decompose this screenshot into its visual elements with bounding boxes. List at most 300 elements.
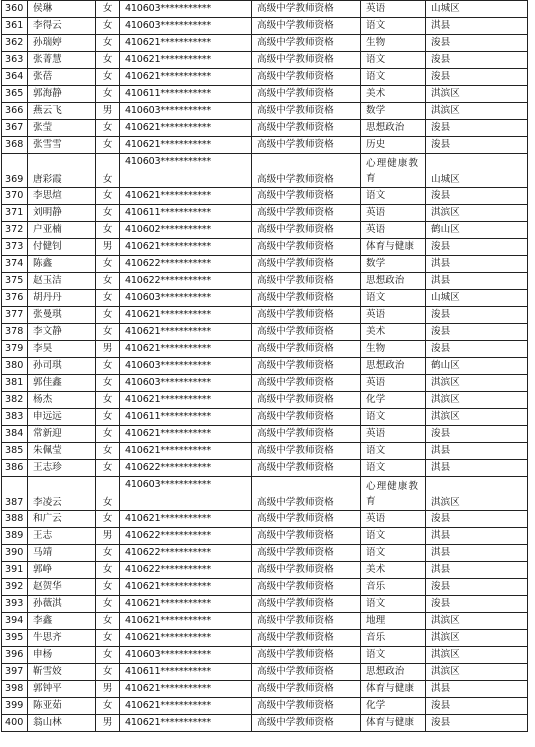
id-number-masked: 410603***********: [120, 375, 252, 392]
applicant-name: 常新迎: [28, 426, 96, 443]
row-number: 383: [2, 409, 28, 426]
gender-cell: 女: [96, 188, 120, 205]
id-number-masked: 410621***********: [120, 188, 252, 205]
region-cell: 浚县: [426, 596, 528, 613]
subject-cell: 语文: [361, 409, 426, 426]
table-row: [2, 664, 528, 681]
id-number-masked: 410621***********: [120, 426, 252, 443]
gender-cell: 女: [96, 664, 120, 681]
row-number: 367: [2, 120, 28, 137]
applicant-name: 郭钟平: [28, 681, 96, 698]
table-row: [2, 307, 528, 324]
id-number-masked: 410621***********: [120, 137, 252, 154]
subject-cell: 语文: [361, 69, 426, 86]
subject-cell: 数学: [361, 256, 426, 273]
table-row: [2, 562, 528, 579]
subject-cell: 生物: [361, 341, 426, 358]
region-cell: 浚县: [426, 120, 528, 137]
table-row: [2, 681, 528, 698]
table-row: [2, 35, 528, 52]
table-row: [2, 120, 528, 137]
qualification-type: 高级中学教师资格: [252, 239, 361, 256]
gender-cell: 女: [96, 613, 120, 630]
table-body: [2, 1, 528, 732]
id-number-masked: 410621***********: [120, 579, 252, 596]
subject-cell: 英语: [361, 222, 426, 239]
applicant-name: 李思煊: [28, 188, 96, 205]
id-number-masked: 410603***********: [120, 1, 252, 18]
applicant-name: 和广云: [28, 511, 96, 528]
table-row: [2, 290, 528, 307]
row-number: 363: [2, 52, 28, 69]
region-cell: 淇县: [426, 528, 528, 545]
row-number: 385: [2, 443, 28, 460]
row-number: 384: [2, 426, 28, 443]
applicant-name: 胡丹丹: [28, 290, 96, 307]
subject-cell: 化学: [361, 392, 426, 409]
id-number-masked: 410621***********: [120, 630, 252, 647]
qualification-type: 高级中学教师资格: [252, 647, 361, 664]
subject-cell: 美术: [361, 86, 426, 103]
table-row: [2, 715, 528, 732]
subject-cell: 语文: [361, 460, 426, 477]
row-number: 381: [2, 375, 28, 392]
applicant-name: 李文静: [28, 324, 96, 341]
applicant-name: 翁山林: [28, 715, 96, 732]
region-cell: 浚县: [426, 715, 528, 732]
gender-cell: 女: [96, 630, 120, 647]
subject-cell: 英语: [361, 307, 426, 324]
applicant-name: 孙司琪: [28, 358, 96, 375]
applicant-name: 牛思齐: [28, 630, 96, 647]
table-row: [2, 239, 528, 256]
gender-cell: 女: [96, 443, 120, 460]
subject-cell: 思想政治: [361, 273, 426, 290]
id-number-masked: 410622***********: [120, 528, 252, 545]
gender-cell: 女: [96, 324, 120, 341]
table-row: [2, 358, 528, 375]
subject-cell: 生物: [361, 35, 426, 52]
gender-cell: 女: [96, 307, 120, 324]
id-number-masked: 410621***********: [120, 443, 252, 460]
row-number: 390: [2, 545, 28, 562]
region-cell: 淇县: [426, 443, 528, 460]
qualification-type: 高级中学教师资格: [252, 86, 361, 103]
applicant-name: 郭海静: [28, 86, 96, 103]
qualification-type: 高级中学教师资格: [252, 188, 361, 205]
region-cell: 浚县: [426, 324, 528, 341]
qualification-type: 高级中学教师资格: [252, 562, 361, 579]
qualification-type: 高级中学教师资格: [252, 358, 361, 375]
applicant-name: 赵贺华: [28, 579, 96, 596]
applicant-name: 李鑫: [28, 613, 96, 630]
gender-cell: 女: [96, 256, 120, 273]
applicant-name: 陈鑫: [28, 256, 96, 273]
subject-cell: 语文: [361, 188, 426, 205]
table-row: [2, 205, 528, 222]
table-row: [2, 460, 528, 477]
row-number: 400: [2, 715, 28, 732]
id-number-masked: 410621***********: [120, 715, 252, 732]
id-number-masked: 410621***********: [120, 324, 252, 341]
row-number: 394: [2, 613, 28, 630]
gender-cell: 男: [96, 341, 120, 358]
table-row: [2, 579, 528, 596]
id-number-masked: 410621***********: [120, 698, 252, 715]
table-row: [2, 596, 528, 613]
row-number: 371: [2, 205, 28, 222]
qualification-type: 高级中学教师资格: [252, 69, 361, 86]
qualification-type: 高级中学教师资格: [252, 528, 361, 545]
applicant-name: 侯琳: [28, 1, 96, 18]
applicant-name: 马靖: [28, 545, 96, 562]
qualification-type: 高级中学教师资格: [252, 511, 361, 528]
row-number: 377: [2, 307, 28, 324]
qualification-type: 高级中学教师资格: [252, 545, 361, 562]
gender-cell: 女: [96, 154, 120, 188]
region-cell: 淇滨区: [426, 375, 528, 392]
id-number-masked: 410621***********: [120, 239, 252, 256]
gender-cell: 女: [96, 392, 120, 409]
row-number: 368: [2, 137, 28, 154]
row-number: 399: [2, 698, 28, 715]
id-number-masked: 410621***********: [120, 341, 252, 358]
gender-cell: 女: [96, 698, 120, 715]
table-row: [2, 52, 528, 69]
id-number-masked: 410622***********: [120, 460, 252, 477]
row-number: 364: [2, 69, 28, 86]
subject-cell: 语文: [361, 596, 426, 613]
qualification-type: 高级中学教师资格: [252, 273, 361, 290]
row-number: 388: [2, 511, 28, 528]
applicant-name: 王志: [28, 528, 96, 545]
region-cell: 淇滨区: [426, 409, 528, 426]
table-row: [2, 528, 528, 545]
id-number-masked: 410603***********: [120, 290, 252, 307]
qualification-type: 高级中学教师资格: [252, 307, 361, 324]
qualification-type: 高级中学教师资格: [252, 698, 361, 715]
gender-cell: 女: [96, 1, 120, 18]
subject-cell: 英语: [361, 375, 426, 392]
id-number-masked: 410621***********: [120, 35, 252, 52]
subject-cell: 思想政治: [361, 664, 426, 681]
row-number: 366: [2, 103, 28, 120]
qualification-type: 高级中学教师资格: [252, 290, 361, 307]
table-row: [2, 375, 528, 392]
id-number-masked: 410621***********: [120, 511, 252, 528]
subject-cell: 英语: [361, 1, 426, 18]
applicant-name: 申远远: [28, 409, 96, 426]
applicant-name: 孙薇淇: [28, 596, 96, 613]
id-number-masked: 410611***********: [120, 205, 252, 222]
region-cell: 淇县: [426, 460, 528, 477]
subject-cell: 思想政治: [361, 120, 426, 137]
id-number-masked: 410621***********: [120, 307, 252, 324]
region-cell: 淇滨区: [426, 86, 528, 103]
qualification-type: 高级中学教师资格: [252, 681, 361, 698]
qualification-type: 高级中学教师资格: [252, 103, 361, 120]
qualification-type: 高级中学教师资格: [252, 324, 361, 341]
row-number: 386: [2, 460, 28, 477]
subject-cell: 化学: [361, 698, 426, 715]
gender-cell: 女: [96, 596, 120, 613]
table-row: [2, 698, 528, 715]
region-cell: 淇滨区: [426, 613, 528, 630]
applicant-name: 赵玉洁: [28, 273, 96, 290]
subject-cell: 语文: [361, 18, 426, 35]
id-number-masked: 410603***********: [120, 103, 252, 120]
row-number: 372: [2, 222, 28, 239]
qualification-type: 高级中学教师资格: [252, 1, 361, 18]
gender-cell: 女: [96, 205, 120, 222]
applicant-name: 刘明静: [28, 205, 96, 222]
applicant-name: 郭峥: [28, 562, 96, 579]
region-cell: 淇县: [426, 18, 528, 35]
qualification-type: 高级中学教师资格: [252, 715, 361, 732]
subject-cell: 美术: [361, 562, 426, 579]
applicant-name: 李昊: [28, 341, 96, 358]
row-number: 380: [2, 358, 28, 375]
region-cell: 浚县: [426, 426, 528, 443]
id-number-masked: 410603***********: [120, 477, 252, 511]
table-row: [2, 86, 528, 103]
gender-cell: 女: [96, 426, 120, 443]
id-number-masked: 410621***********: [120, 681, 252, 698]
table-row: [2, 103, 528, 120]
id-number-masked: 410622***********: [120, 562, 252, 579]
region-cell: 淇滨区: [426, 647, 528, 664]
applicant-name: 张菁慧: [28, 52, 96, 69]
subject-cell: 语文: [361, 443, 426, 460]
table-row: [2, 324, 528, 341]
qualification-type: 高级中学教师资格: [252, 477, 361, 511]
subject-cell: 数学: [361, 103, 426, 120]
id-number-masked: 410622***********: [120, 256, 252, 273]
gender-cell: 女: [96, 375, 120, 392]
region-cell: 淇县: [426, 681, 528, 698]
subject-cell: 语文: [361, 545, 426, 562]
row-number: 393: [2, 596, 28, 613]
region-cell: 浚县: [426, 69, 528, 86]
table-row: [2, 545, 528, 562]
gender-cell: 女: [96, 460, 120, 477]
applicant-name: 张雪雪: [28, 137, 96, 154]
id-number-masked: 410603***********: [120, 18, 252, 35]
row-number: 374: [2, 256, 28, 273]
qualification-type: 高级中学教师资格: [252, 205, 361, 222]
row-number: 396: [2, 647, 28, 664]
qualification-type: 高级中学教师资格: [252, 18, 361, 35]
applicant-name: 陈亚茹: [28, 698, 96, 715]
region-cell: 浚县: [426, 307, 528, 324]
id-number-masked: 410621***********: [120, 613, 252, 630]
subject-cell: 美术: [361, 324, 426, 341]
qualification-type: 高级中学教师资格: [252, 392, 361, 409]
teacher-qualification-table: [1, 0, 528, 732]
id-number-masked: 410621***********: [120, 596, 252, 613]
row-number: 395: [2, 630, 28, 647]
subject-cell: 语文: [361, 528, 426, 545]
subject-cell: 体育与健康: [361, 681, 426, 698]
gender-cell: 女: [96, 18, 120, 35]
qualification-type: 高级中学教师资格: [252, 120, 361, 137]
subject-cell: 历史: [361, 137, 426, 154]
id-number-masked: 410622***********: [120, 545, 252, 562]
table-row: [2, 1, 528, 18]
qualification-type: 高级中学教师资格: [252, 613, 361, 630]
table-row: [2, 18, 528, 35]
subject-cell: 语文: [361, 647, 426, 664]
table-row: [2, 630, 528, 647]
row-number: 397: [2, 664, 28, 681]
subject-cell: 体育与健康: [361, 239, 426, 256]
table-row: [2, 392, 528, 409]
gender-cell: 女: [96, 35, 120, 52]
gender-cell: 男: [96, 528, 120, 545]
table-row: [2, 154, 528, 188]
applicant-name: 张曼琪: [28, 307, 96, 324]
subject-cell: 英语: [361, 426, 426, 443]
gender-cell: 女: [96, 477, 120, 511]
subject-cell: 音乐: [361, 630, 426, 647]
gender-cell: 男: [96, 239, 120, 256]
id-number-masked: 410622***********: [120, 273, 252, 290]
gender-cell: 女: [96, 562, 120, 579]
id-number-masked: 410621***********: [120, 52, 252, 69]
id-number-masked: 410611***********: [120, 664, 252, 681]
subject-cell: 英语: [361, 511, 426, 528]
region-cell: 淇滨区: [426, 103, 528, 120]
table-row: [2, 273, 528, 290]
qualification-type: 高级中学教师资格: [252, 426, 361, 443]
region-cell: 淇滨区: [426, 477, 528, 511]
subject-cell: 英语: [361, 205, 426, 222]
row-number: 389: [2, 528, 28, 545]
qualification-type: 高级中学教师资格: [252, 341, 361, 358]
subject-cell: 心理健康教育: [361, 154, 426, 188]
applicant-name: 杨杰: [28, 392, 96, 409]
qualification-type: 高级中学教师资格: [252, 375, 361, 392]
region-cell: 淇滨区: [426, 630, 528, 647]
applicant-name: 李得云: [28, 18, 96, 35]
region-cell: 淇县: [426, 256, 528, 273]
row-number: 361: [2, 18, 28, 35]
id-number-masked: 410603***********: [120, 647, 252, 664]
table-row: [2, 69, 528, 86]
table-row: [2, 137, 528, 154]
id-number-masked: 410611***********: [120, 409, 252, 426]
id-number-masked: 410621***********: [120, 120, 252, 137]
row-number: 373: [2, 239, 28, 256]
gender-cell: 女: [96, 137, 120, 154]
gender-cell: 男: [96, 103, 120, 120]
row-number: 369: [2, 154, 28, 188]
gender-cell: 女: [96, 358, 120, 375]
table-row: [2, 341, 528, 358]
applicant-name: 王志珍: [28, 460, 96, 477]
applicant-name: 朱佩莹: [28, 443, 96, 460]
region-cell: 淇县: [426, 562, 528, 579]
qualification-type: 高级中学教师资格: [252, 596, 361, 613]
row-number: 382: [2, 392, 28, 409]
id-number-masked: 410611***********: [120, 86, 252, 103]
region-cell: 浚县: [426, 341, 528, 358]
gender-cell: 女: [96, 545, 120, 562]
id-number-masked: 410621***********: [120, 69, 252, 86]
qualification-type: 高级中学教师资格: [252, 630, 361, 647]
region-cell: 淇滨区: [426, 205, 528, 222]
table-row: [2, 443, 528, 460]
subject-cell: 音乐: [361, 579, 426, 596]
table-row: [2, 477, 528, 511]
applicant-name: 张莹: [28, 120, 96, 137]
gender-cell: 女: [96, 647, 120, 664]
gender-cell: 女: [96, 120, 120, 137]
region-cell: 山城区: [426, 1, 528, 18]
subject-cell: 语文: [361, 52, 426, 69]
region-cell: 浚县: [426, 698, 528, 715]
gender-cell: 女: [96, 579, 120, 596]
region-cell: 浚县: [426, 188, 528, 205]
qualification-type: 高级中学教师资格: [252, 35, 361, 52]
applicant-name: 郭佳鑫: [28, 375, 96, 392]
applicant-name: 唐彩霞: [28, 154, 96, 188]
applicant-name: 张蓓: [28, 69, 96, 86]
table-row: [2, 613, 528, 630]
gender-cell: 女: [96, 273, 120, 290]
qualification-type: 高级中学教师资格: [252, 579, 361, 596]
applicant-name: 燕云飞: [28, 103, 96, 120]
gender-cell: 女: [96, 52, 120, 69]
table-row: [2, 256, 528, 273]
region-cell: 淇滨区: [426, 392, 528, 409]
qualification-type: 高级中学教师资格: [252, 460, 361, 477]
qualification-type: 高级中学教师资格: [252, 222, 361, 239]
region-cell: 浚县: [426, 137, 528, 154]
applicant-name: 户亚楠: [28, 222, 96, 239]
row-number: 379: [2, 341, 28, 358]
qualification-type: 高级中学教师资格: [252, 52, 361, 69]
row-number: 376: [2, 290, 28, 307]
gender-cell: 女: [96, 222, 120, 239]
table-row: [2, 511, 528, 528]
subject-cell: 语文: [361, 290, 426, 307]
region-cell: 鹤山区: [426, 222, 528, 239]
id-number-masked: 410602***********: [120, 222, 252, 239]
applicant-name: 付健钊: [28, 239, 96, 256]
id-number-masked: 410603***********: [120, 154, 252, 188]
region-cell: 浚县: [426, 239, 528, 256]
gender-cell: 女: [96, 511, 120, 528]
region-cell: 浚县: [426, 35, 528, 52]
applicant-name: 申杨: [28, 647, 96, 664]
qualification-type: 高级中学教师资格: [252, 256, 361, 273]
qualification-type: 高级中学教师资格: [252, 664, 361, 681]
id-number-masked: 410603***********: [120, 358, 252, 375]
applicant-name: 孙瑞婷: [28, 35, 96, 52]
row-number: 387: [2, 477, 28, 511]
gender-cell: 男: [96, 715, 120, 732]
region-cell: 浚县: [426, 52, 528, 69]
region-cell: 淇县: [426, 273, 528, 290]
row-number: 378: [2, 324, 28, 341]
table-row: [2, 188, 528, 205]
region-cell: 浚县: [426, 579, 528, 596]
id-number-masked: 410621***********: [120, 392, 252, 409]
qualification-type: 高级中学教师资格: [252, 409, 361, 426]
table-row: [2, 426, 528, 443]
applicant-name: 靳雪姣: [28, 664, 96, 681]
